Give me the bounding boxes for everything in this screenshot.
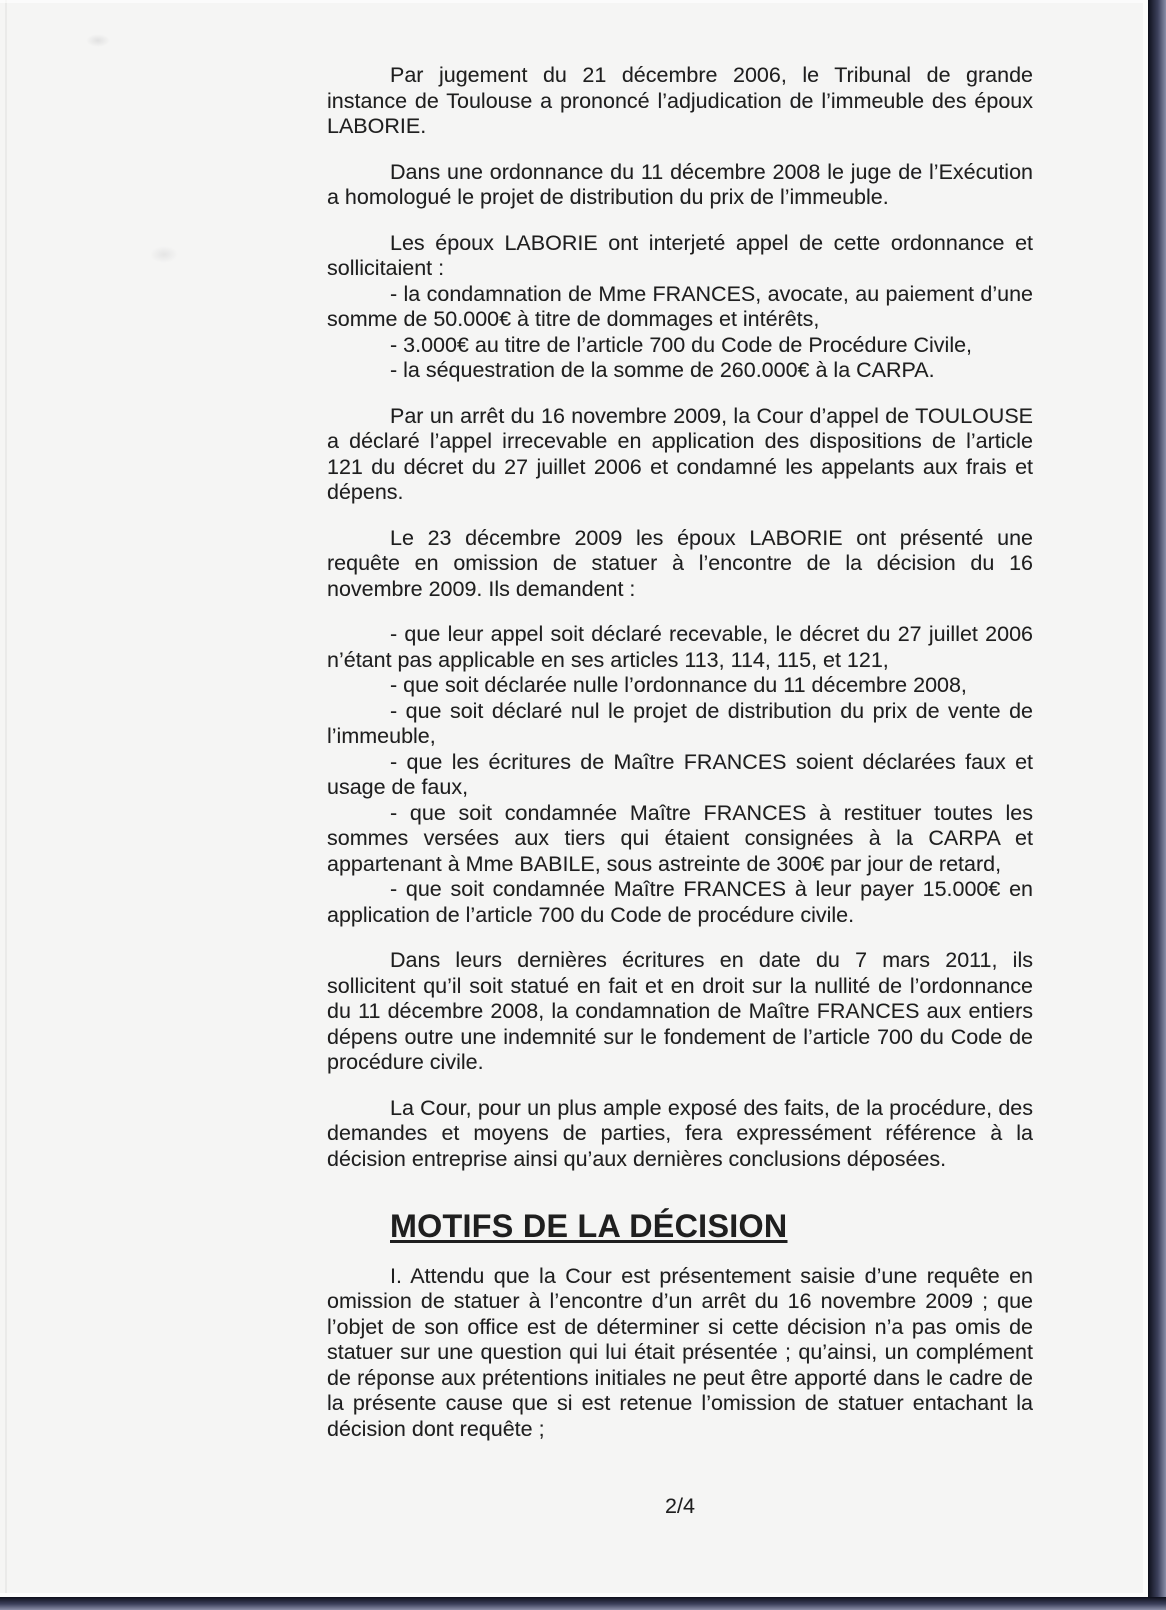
section-heading-text: MOTIFS DE LA DÉCISION <box>390 1208 788 1244</box>
paragraph-dernieres-ecritures: Dans leurs dernières écritures en date du 7 mars 2011, ils sollicitent qu’il soit statué en fait et en droit sur la nullité de l’ordonnance du 11 décembre 2008, la condamnation de Maître FRANCES aux entiers dépens outre une indemnité sur le fondement de l’article 700 du Code de procédure civile. <box>327 948 1033 1074</box>
list-item-condamnation: - la condamnation de Mme FRANCES, avocate, au paiement d’une somme de 50.000€ à titre de dommages et intérêts, <box>327 281 1033 331</box>
paragraph-appel-laborie: Les époux LABORIE ont interjeté appel de cette ordonnance et sollicitaient : <box>327 230 1033 280</box>
scan-smudge <box>150 246 178 263</box>
paragraph-requete-omission: Le 23 décembre 2009 les époux LABORIE ont présenté une requête en omission de statuer à l’encontre de la décision du 16 novembre 2009. Ils demandent : <box>327 525 1033 601</box>
paragraph-jugement-2006: Par jugement du 21 décembre 2006, le Tribunal de grande instance de Toulouse a prononcé l’adjudication de l’immeuble des époux LABORIE. <box>327 63 1033 138</box>
document-text <box>327 63 1033 1520</box>
paragraph-ordonnance-2008: Dans une ordonnance du 11 décembre 2008 le juge de l’Exécution a homologué le projet de distribution du prix de l’immeuble. <box>327 159 1033 209</box>
section-heading-motifs <box>327 1208 1033 1244</box>
scanner-edge-line <box>5 0 7 1596</box>
list-item-article-700: - 3.000€ au titre de l’article 700 du Code de Procédure Civile, <box>390 332 973 357</box>
page-shadow-bottom <box>0 1597 1166 1610</box>
paragraph-attendu: I. Attendu que la Cour est présentement saisie d’une requête en omission de statuer à l’encontre d’un arrêt du 16 novembre 2009 ; que l’objet de son office est de déterminer si cette décision n’a pas omis de statuer sur une question qui lui était présentée ; qu’ainsi, un complément de réponse aux prétentions initiales ne peut être apporté dans le cadre de la présente cause que si est retenue l’omission de statuer entachant la décision dont requête ; <box>327 1263 1033 1441</box>
list-item-sequestration: - la séquestration de la somme de 260.000€ à la CARPA. <box>390 358 935 382</box>
list-item-ordonnance-nulle: - que soit déclarée nulle l’ordonnance du 11 décembre 2008, <box>390 673 967 697</box>
page-shadow-right <box>1148 0 1166 1610</box>
paragraph-arret-2009: Par un arrêt du 16 novembre 2009, la Cour d’appel de TOULOUSE a déclaré l’appel irrecevable en application des dispositions de l’article 121 du décret du 27 juillet 2006 et condamné les appelants aux frais et dépens. <box>327 403 1033 504</box>
page-edge-top <box>0 0 1148 3</box>
list-item-projet-nul: - que soit déclaré nul le projet de distribution du prix de vente de l’immeuble, <box>327 698 1033 748</box>
scan-smudge <box>86 34 110 47</box>
list-item-restituer-sommes: - que soit condamnée Maître FRANCES à restituer toutes les sommes versées aux tiers qui étaient consignées à la CARPA et appartenant à Mme BABILE, sous astreinte de 300€ par jour de retard, <box>327 800 1033 876</box>
list-item-appel-recevable: - que leur appel soit déclaré recevable, le décret du 27 juillet 2006 n’étant pas applicable en ses articles 113, 114, 115, et 121, <box>327 622 1033 672</box>
list-item-payer-15000: - que soit condamnée Maître FRANCES à leur payer 15.000€ en application de l’article 700 du Code de procédure civile. <box>327 877 1033 927</box>
page-number: 2/4 <box>665 1494 695 1518</box>
paragraph-la-cour-reference: La Cour, pour un plus ample exposé des faits, de la procédure, des demandes et moyens de parties, fera expressément référence à la décision entreprise ainsi qu’aux dernières conclusions déposées. <box>327 1095 1033 1171</box>
list-item-ecritures-faux: - que les écritures de Maître FRANCES soient déclarées faux et usage de faux, <box>327 749 1033 799</box>
